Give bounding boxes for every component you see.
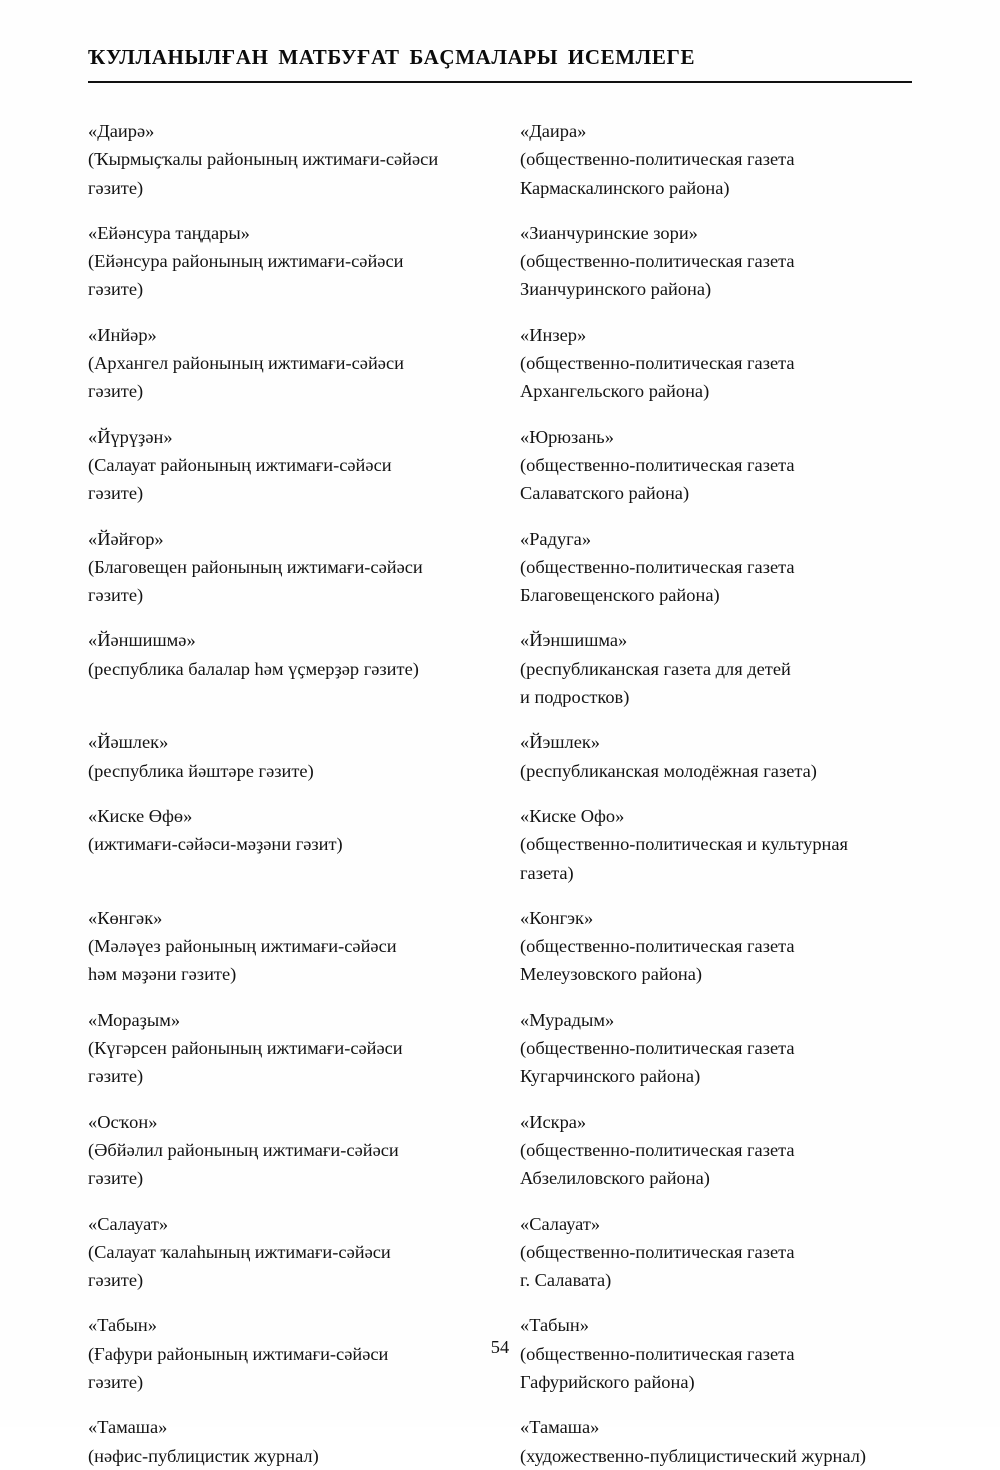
entry-spacer — [88, 406, 520, 423]
publication-title: «Даирә» — [88, 121, 155, 141]
entry-spacer — [88, 989, 520, 1006]
entry-spacer — [520, 202, 952, 219]
entry-spacer — [520, 989, 952, 1006]
publication-title: «Тамаша» — [520, 1417, 600, 1438]
publication-description-line: (Әбйәлил районының ижтимағи-сәйәси — [88, 1139, 399, 1160]
publication-title: «Киске Офо» — [520, 805, 625, 826]
publication-entry — [520, 802, 952, 887]
publication-description-line: (общественно-политическая газета — [520, 556, 795, 577]
publication-description-line: г. Салавата) — [520, 1270, 612, 1291]
publication-description-line: (общественно-политическая газета — [520, 454, 795, 475]
entry-spacer — [520, 406, 952, 423]
publication-entry — [520, 525, 952, 610]
publication-description-line: Мелеузовского района) — [520, 964, 703, 985]
publication-description-line: Кармаскалинского района) — [520, 177, 730, 198]
publication-description-line: гәзите) — [88, 483, 144, 504]
entry-spacer — [520, 304, 952, 321]
publication-title: «Инзер» — [520, 324, 587, 345]
publication-description-line: гәзите) — [88, 1371, 144, 1392]
publication-description-line: гәзите) — [88, 381, 144, 402]
publication-description-line: (республика балалар һәм үҫмерҙәр гәзите) — [88, 658, 419, 679]
publication-title: «Йэшлек» — [520, 732, 601, 753]
publication-title: «Көнгәк» — [88, 907, 163, 928]
entry-spacer — [520, 508, 952, 525]
publication-title: «Тамаша» — [88, 1417, 168, 1438]
publication-description-line: Гафурийского района) — [520, 1371, 695, 1392]
publication-title: «Мораҙым» — [88, 1009, 181, 1030]
publication-description-line: (общественно-политическая газета — [520, 1241, 795, 1262]
publication-description-line: Салаватского района) — [520, 483, 690, 504]
publication-title: «Ейәнсура таңдары» — [88, 222, 250, 243]
publication-title: «Даира» — [520, 121, 587, 141]
publication-title: «Йэншишма» — [520, 630, 628, 651]
entry-spacer — [88, 609, 520, 626]
publication-description-line: газета) — [520, 862, 574, 883]
entry-spacer — [520, 609, 952, 626]
russian-column — [520, 117, 952, 1470]
publication-description-line: (общественно-политическая газета — [520, 936, 795, 957]
publication-description-line: (Салауат ҡалаһының ижтимағи-сәйәси — [88, 1241, 391, 1262]
publication-description-line: (Ҡырмыҫҡалы районының ижтимағи-сәйәси — [88, 149, 439, 170]
publication-description-line: (Архангел районының ижтимағи-сәйәси — [88, 353, 404, 374]
blank-line — [88, 683, 520, 711]
publication-description-line: (общественно-политическая газета — [520, 353, 795, 374]
publication-entry — [520, 1108, 952, 1193]
publication-title: «Радуга» — [520, 528, 592, 549]
publication-entry — [88, 219, 520, 304]
publication-title: «Искра» — [520, 1111, 587, 1132]
publication-entry — [520, 626, 952, 711]
publication-title: «Мурадым» — [520, 1009, 615, 1030]
publication-entry — [88, 1210, 520, 1295]
publication-description-line: (Ғафури районының ижтимағи-сәйәси — [88, 1343, 389, 1364]
publication-description-line: (Благовещен районының ижтимағи-сәйәси — [88, 556, 423, 577]
publication-entry — [88, 904, 520, 989]
publication-title: «Инйәр» — [88, 324, 157, 345]
publication-description-line: (художественно-публицистический журнал) — [520, 1445, 867, 1466]
entry-spacer — [88, 1396, 520, 1413]
entry-spacer — [520, 1294, 952, 1311]
publication-entry — [88, 728, 520, 785]
entry-spacer — [520, 785, 952, 802]
publication-description-line: (общественно-политическая и культурная — [520, 834, 849, 855]
publication-description-line: Архангельского района) — [520, 381, 710, 402]
header-divider — [88, 81, 912, 83]
bashkir-column — [88, 117, 520, 1470]
entry-spacer — [88, 202, 520, 219]
publication-description-line: гәзите) — [88, 1168, 144, 1189]
publication-entry — [520, 423, 952, 508]
publication-description-line: Абзелиловского района) — [520, 1168, 710, 1189]
entry-spacer — [88, 1193, 520, 1210]
publication-description-line: Кугарчинского района) — [520, 1066, 701, 1087]
publication-title: «Юрюзань» — [520, 426, 614, 447]
publication-description-line: и подростков) — [520, 687, 630, 708]
entry-spacer — [520, 1396, 952, 1413]
publication-title: «Йәйғор» — [88, 528, 164, 549]
entry-spacer — [88, 711, 520, 728]
publication-entry — [88, 117, 520, 202]
entry-spacer — [520, 711, 952, 728]
publication-description-line: (общественно-политическая газета — [520, 149, 795, 170]
publication-description-line: (республиканская газета для детей — [520, 658, 791, 679]
publication-entry — [88, 1108, 520, 1193]
publication-description-line: (общественно-политическая газета — [520, 1343, 795, 1364]
publication-entry — [520, 1210, 952, 1295]
publication-description-line: (республиканская молодёжная газета) — [520, 760, 817, 781]
publication-entry — [520, 904, 952, 989]
publication-entry — [88, 321, 520, 406]
publication-entry — [520, 1006, 952, 1091]
publication-entry — [520, 728, 952, 785]
publication-entry — [88, 802, 520, 887]
entry-spacer — [88, 1294, 520, 1311]
publication-entry — [520, 321, 952, 406]
publication-title: «Салауат» — [88, 1213, 169, 1234]
publication-title: «Салауат» — [520, 1213, 601, 1234]
publication-description-line: (общественно-политическая газета — [520, 1139, 795, 1160]
publication-description-line: Благовещенского района) — [520, 585, 720, 606]
entry-spacer — [520, 1193, 952, 1210]
publication-title: «Зианчуринские зори» — [520, 222, 698, 243]
entry-spacer — [520, 1091, 952, 1108]
publication-description-line: Зианчуринского района) — [520, 279, 712, 300]
publication-description-line: (общественно-политическая газета — [520, 1038, 795, 1059]
publication-description-line: гәзите) — [88, 177, 144, 198]
entry-spacer — [88, 1091, 520, 1108]
publication-title: «Табын» — [88, 1315, 157, 1336]
entry-spacer — [88, 304, 520, 321]
entry-spacer — [88, 508, 520, 525]
publication-title: «Йүрүҙән» — [88, 426, 173, 447]
publication-entry — [88, 525, 520, 610]
publication-title: «Йәншишмә» — [88, 630, 196, 651]
publication-entry — [88, 1413, 520, 1470]
publication-title: «Осҡон» — [88, 1111, 158, 1132]
publication-description-line: (Ейәнсура районының ижтимағи-сәйәси — [88, 251, 404, 272]
publication-description-line: (нәфис-публицистик журнал) — [88, 1445, 319, 1466]
publication-title: «Йәшлек» — [88, 732, 169, 753]
publication-title: «Конгэк» — [520, 907, 594, 928]
publication-description-line: гәзите) — [88, 585, 144, 606]
publication-description-line: (республика йәштәре гәзите) — [88, 760, 314, 781]
publication-entry — [520, 1413, 952, 1470]
publication-description-line: (Мәләүез районының ижтимағи-сәйәси — [88, 936, 397, 957]
page-header — [88, 46, 912, 83]
publication-description-line: (ижтимағи-сәйәси-мәҙәни гәзит) — [88, 834, 343, 855]
page-number: 54 — [490, 1337, 510, 1357]
page-title: ҠУЛЛАНЫЛҒАН МАТБУҒАТ БАҪМАЛАРЫ ИСЕМЛЕГЕ — [88, 45, 696, 69]
entry-spacer — [88, 887, 520, 904]
publication-description-line: гәзите) — [88, 1270, 144, 1291]
publication-description-line: гәзите) — [88, 279, 144, 300]
publication-description-line: гәзите) — [88, 1066, 144, 1087]
publication-entry — [88, 626, 520, 711]
publication-entry — [520, 117, 952, 202]
publication-description-line: (общественно-политическая газета — [520, 251, 795, 272]
publication-entry — [88, 1006, 520, 1091]
publication-title: «Киске Өфө» — [88, 805, 193, 826]
entry-spacer — [520, 887, 952, 904]
entry-spacer — [88, 785, 520, 802]
publication-description-line: (Күгәрсен районының ижтимағи-сәйәси — [88, 1038, 403, 1059]
two-column-body — [88, 117, 952, 1470]
blank-line — [88, 859, 520, 887]
publication-entry — [520, 219, 952, 304]
publication-title: «Табын» — [520, 1315, 589, 1336]
publication-description-line: (Салауат районының ижтимағи-сәйәси — [88, 454, 392, 475]
publication-description-line: һәм мәҙәни гәзите) — [88, 964, 237, 985]
publication-entry — [88, 423, 520, 508]
